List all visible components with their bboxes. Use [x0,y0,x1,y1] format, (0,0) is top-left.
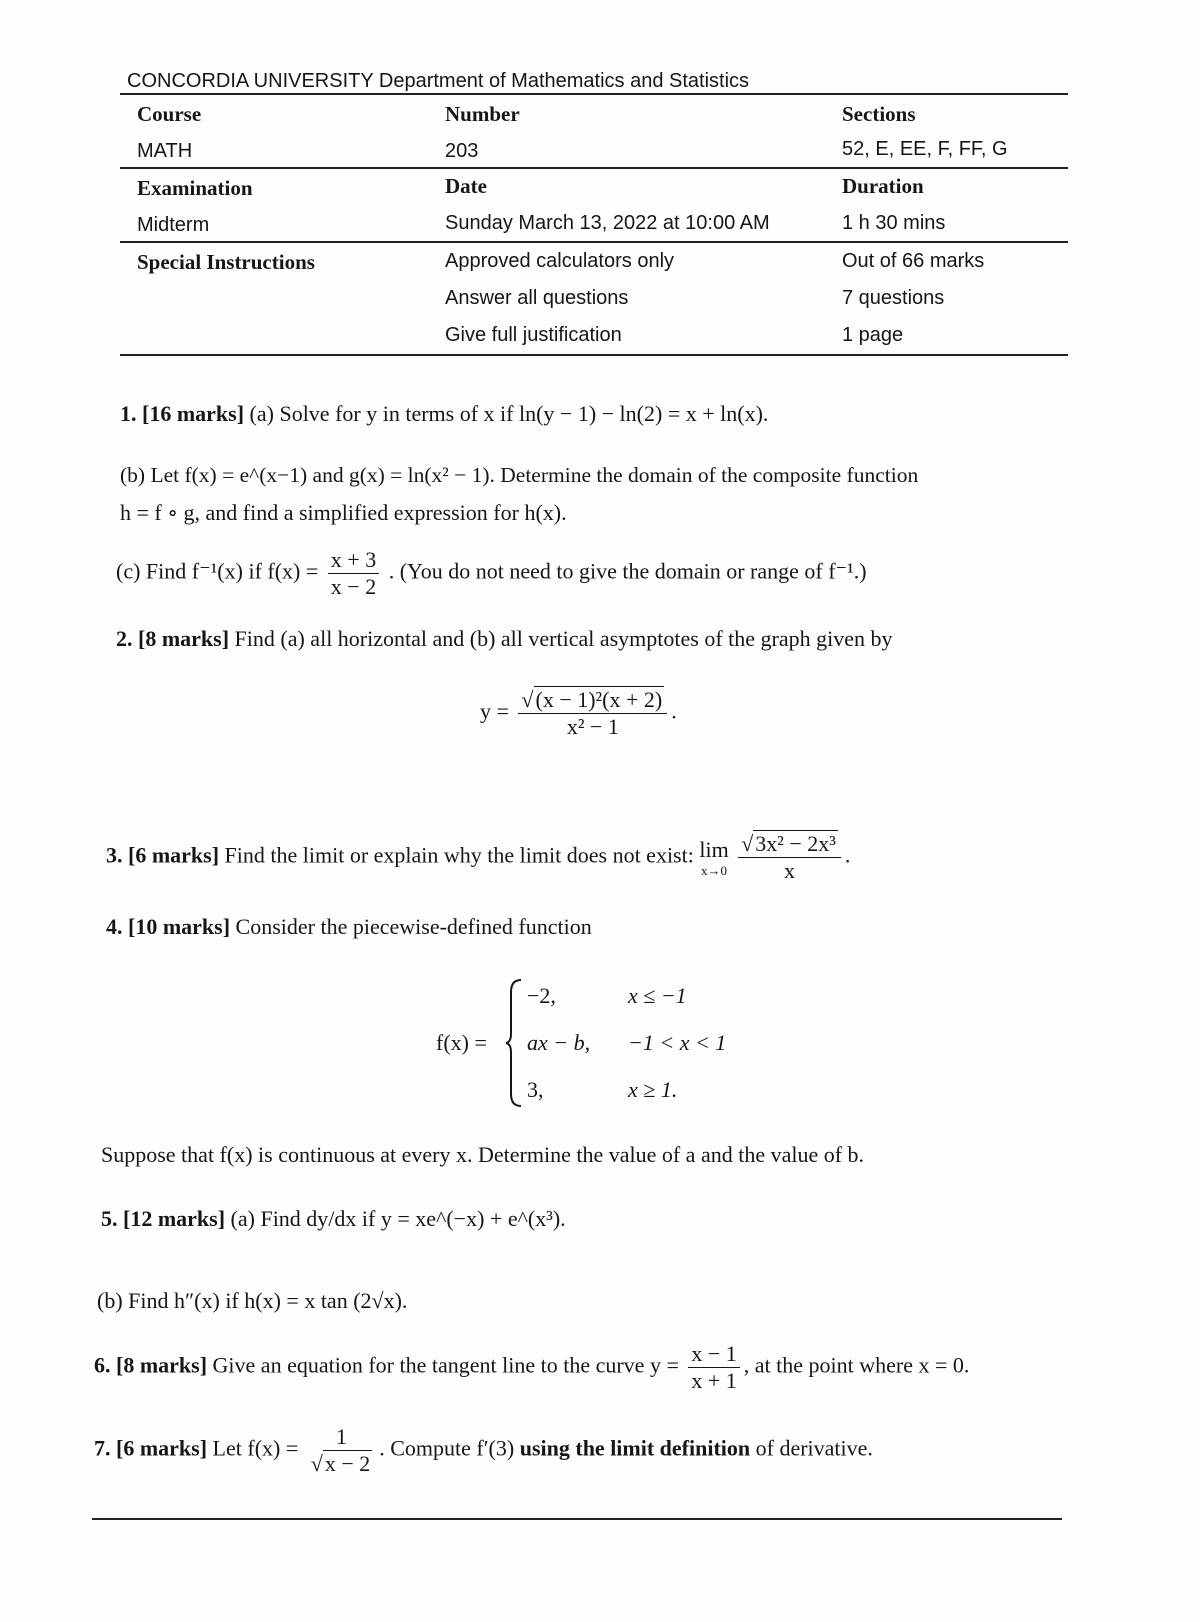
q7-post1: . Compute f′(3) [379,1435,515,1461]
q2-text: Find (a) all horizontal and (b) all vertical asymptotes of the graph given by [234,626,893,651]
q7-num: 1 [333,1425,350,1451]
header-rule-top [120,93,1068,95]
q5-b-text: (b) Find h″(x) if h(x) = x tan (2√x). [97,1288,408,1313]
q3-lim-sub: x→0 [701,862,728,878]
course-label: Course [137,102,202,126]
q3-fraction [738,832,841,883]
q1-c-den: x − 2 [330,574,377,600]
q6-line [94,1342,969,1393]
q4-case-2-cond: −1 < x < 1 [628,1030,727,1055]
course-value: MATH [137,140,193,162]
q3-num-wrap: √3x² − 2x³ [738,832,841,858]
header-rule-3 [120,241,1068,243]
q7-post2: of derivative. [755,1435,873,1461]
date-label: Date [445,174,487,198]
info-3: 1 page [842,324,904,346]
duration-value: 1 h 30 mins [842,212,946,234]
q6-fraction [688,1342,739,1393]
q1-a [120,401,768,427]
info-1: Out of 66 marks [842,250,985,272]
q7-den: x − 2 [324,1451,371,1477]
q2-fraction [518,688,667,739]
institution-title: CONCORDIA UNIVERSITY Department of Mathematics and Statistics [127,70,750,92]
q4-line [106,914,592,940]
duration-label: Duration [842,174,924,198]
q1-c-post: . (You do not need to give the domain or range of f⁻¹.) [388,558,867,584]
sections-label: Sections [842,102,916,126]
q4-case-1-expr: −2, [527,983,556,1008]
footer-rule [92,1518,1062,1520]
q1-c-num: x + 3 [328,548,379,574]
q7-den-wrap: √x − 2 [310,1451,371,1477]
header-rule-bottom [120,354,1068,356]
q3-head: 3. [6 marks] [106,842,220,868]
q6-head: 6. [8 marks] [94,1352,208,1378]
q5-a-text: (a) Find dy/dx if y = xe^(−x) + e^(x³). [230,1206,566,1231]
q3-lim: lim [699,836,729,862]
q6-post: , at the point where x = 0. [743,1352,970,1378]
q2-den: x² − 1 [566,714,619,740]
q3-den: x [784,858,796,884]
q2-equation: y = $\frac{\text{√(x − 1)²(x + 2)}}{\text{x² − 1}}$ . [480,687,677,740]
sections-value: 52, E, EE, F, FF, G [842,138,1008,160]
q7-pre: Let f(x) = [212,1435,299,1461]
q1-b-line1: (b) Let f(x) = e^(x−1) and g(x) = ln(x² − 1). Determine the domain of the composite function [120,463,919,487]
q4-lhs: f(x) = [436,1030,487,1055]
q7-fraction [308,1425,376,1476]
q3-line: 3. [6 marks] Find the limit or explain why the limit does not exist: lim x→0 $\frac{\text{√3x² − 2x³}}{x}$ . [106,831,851,884]
q2-num: (x − 1)²(x + 2) [535,687,663,712]
q5-head: 5. [12 marks] [101,1206,226,1231]
q2-num-wrap: √(x − 1)²(x + 2) [518,688,667,714]
q3-text: Find the limit or explain why the limit does not exist: [224,842,694,868]
q2-head: 2. [8 marks] [116,626,230,651]
instruction-3: Give full justification [445,324,622,346]
q1-c-pre: (c) Find f⁻¹(x) if f(x) = [116,558,319,584]
q4-case-3-expr: 3, [527,1077,544,1102]
number-value: 203 [445,140,479,162]
q6-num: x − 1 [688,1342,739,1368]
q1-a-text: (a) Solve for y in terms of x if ln(y − 1) − ln(2) = x + ln(x). [249,401,769,426]
q2-line [116,626,893,652]
q4-text: Consider the piecewise-defined function [235,914,592,939]
q1-head: 1. [16 marks] [120,401,245,426]
q1-b-line2: h = f ∘ g, and find a simplified expression for h(x). [120,500,567,525]
instruction-1: Approved calculators only [445,250,675,272]
q3-num: 3x² − 2x³ [755,831,836,856]
q4-case-1-cond: x ≤ −1 [628,983,687,1008]
q2-lhs: y = [480,698,509,724]
info-2: 7 questions [842,287,945,309]
q7-line [94,1425,873,1476]
q6-den: x + 1 [691,1368,737,1394]
exam-label: Examination [137,176,253,200]
q4-brace [505,978,523,1108]
q1-c [116,548,867,599]
exam-value: Midterm [137,214,210,236]
header-rule-2 [120,167,1068,169]
date-value: Sunday March 13, 2022 at 10:00 AM [445,212,770,234]
q7-head: 7. [6 marks] [94,1435,208,1461]
q7-post-bold: using the limit definition [519,1435,751,1461]
q5-a-line [101,1206,566,1232]
special-instructions-label: Special Instructions [137,250,315,274]
q6-pre: Give an equation for the tangent line to the curve y = [212,1352,679,1378]
q4-case-3-cond: x ≥ 1. [628,1077,678,1102]
number-label: Number [445,102,520,126]
q4-head: 4. [10 marks] [106,914,231,939]
q4-after: Suppose that f(x) is continuous at every x. Determine the value of a and the value of b. [101,1142,865,1167]
instruction-2: Answer all questions [445,287,629,309]
q4-case-2-expr: ax − b, [527,1030,591,1055]
q3-limit [699,836,729,878]
q1-c-fraction [328,548,379,599]
